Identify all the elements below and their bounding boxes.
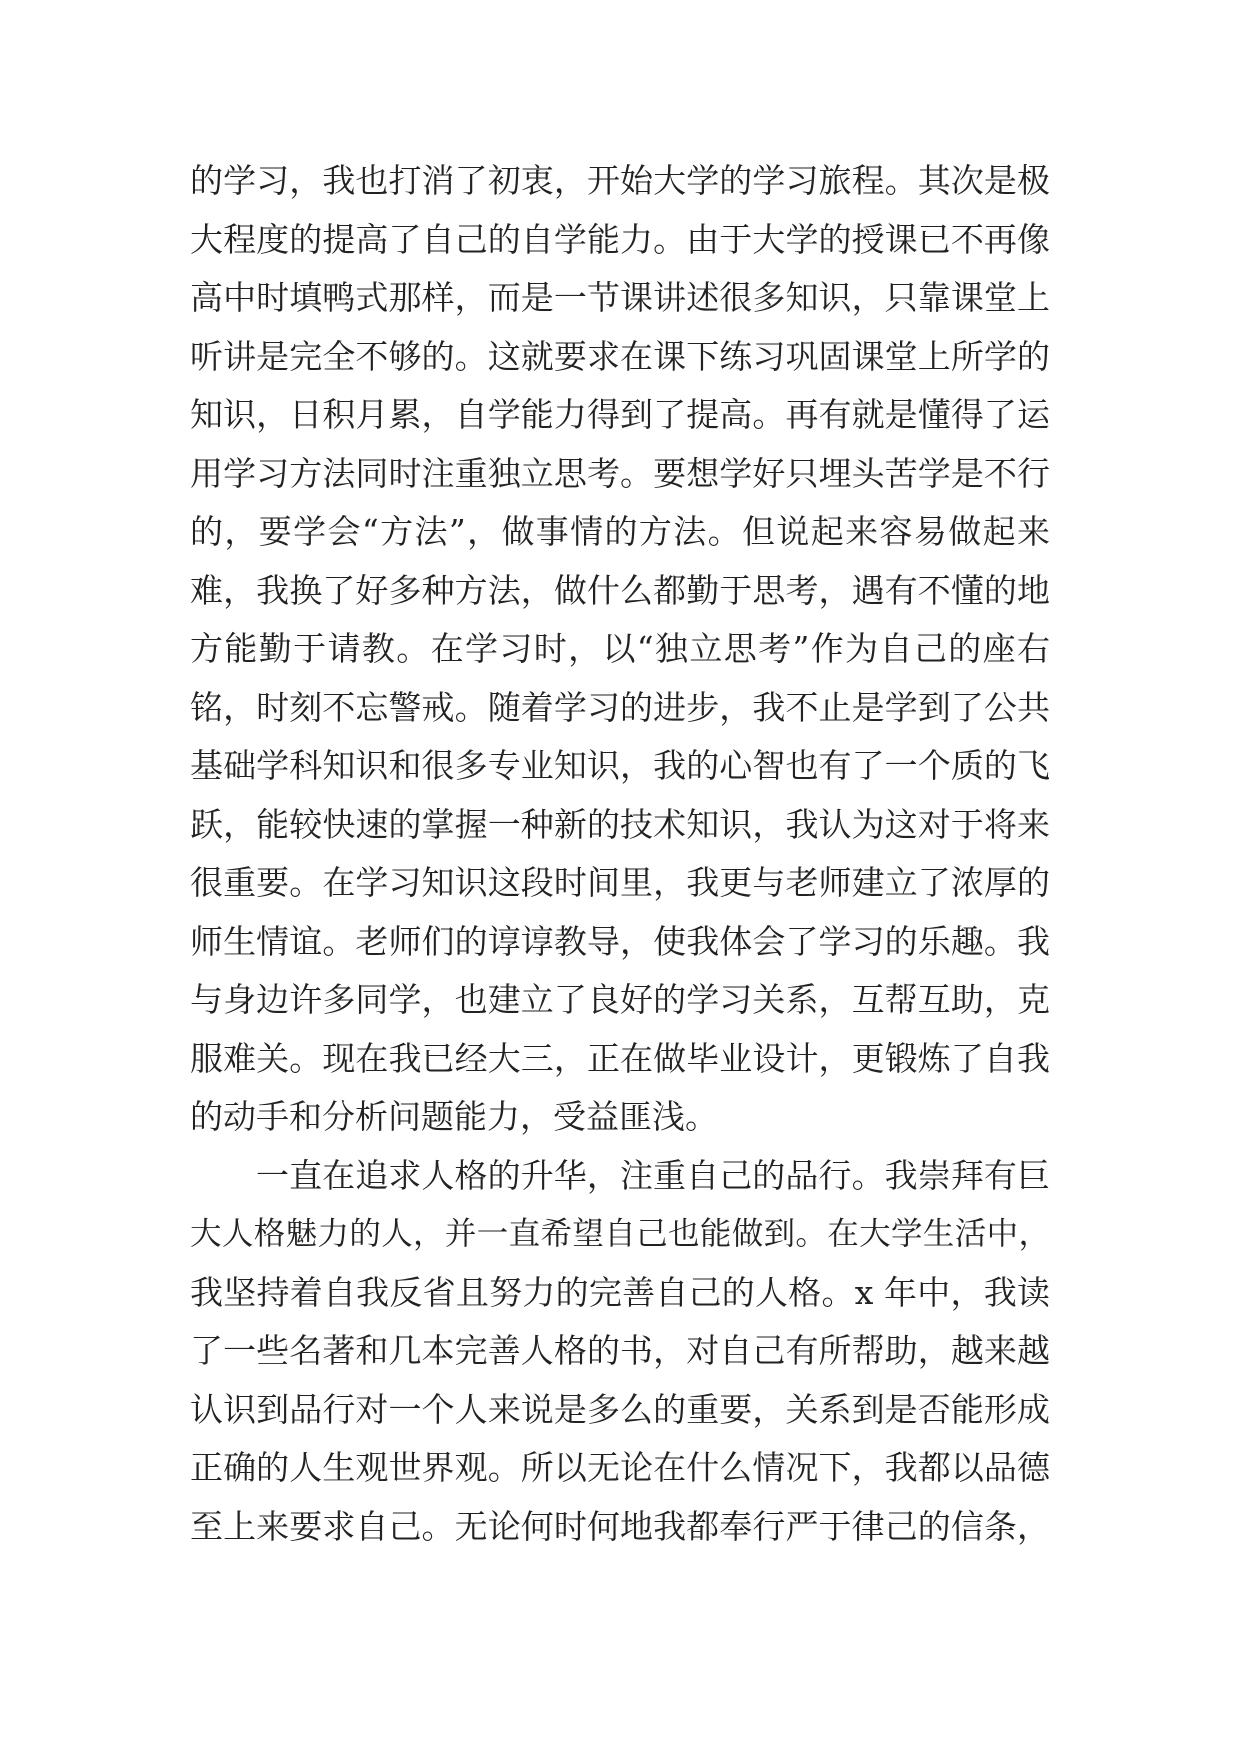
text-line: 听讲是完全不够的。这就要求在课下练习巩固课堂上所学的 bbox=[190, 336, 1050, 376]
text-line: 的学习，我也打消了初衷，开始大学的学习旅程。其次是极 bbox=[190, 161, 1050, 200]
text-line: 我坚持着自我反省且努力的完善自己的人格。x 年中，我读 bbox=[190, 1272, 1050, 1312]
text-line: 知识，日积月累，自学能力得到了提高。再有就是懂得了运 bbox=[190, 395, 1050, 434]
text-line: 的动手和分析问题能力，受益匪浅。 bbox=[190, 1097, 718, 1136]
body-text bbox=[190, 152, 1050, 1556]
text-line: 方能勤于请教。在学习时，以“独立思考”作为自己的座右 bbox=[190, 629, 1050, 668]
text-line: 与身边许多同学，也建立了良好的学习关系，互帮互助，克 bbox=[190, 980, 1050, 1019]
paragraph-2 bbox=[190, 1147, 1050, 1557]
text-line: 大人格魅力的人，并一直希望自己也能做到。在大学生活中， bbox=[190, 1216, 1050, 1252]
text-line: 的，要学会“方法”，做事情的方法。但说起来容易做起来 bbox=[190, 512, 1050, 551]
text-line: 了一些名著和几本完善人格的书，对自己有所帮助，越来越 bbox=[190, 1331, 1050, 1370]
text-line: 很重要。在学习知识这段时间里，我更与老师建立了浓厚的 bbox=[190, 863, 1050, 902]
text-line: 正确的人生观世界观。所以无论在什么情况下，我都以品德 bbox=[190, 1448, 1050, 1487]
text-line: 难，我换了好多种方法，做什么都勤于思考，遇有不懂的地 bbox=[190, 570, 1050, 610]
text-line: 用学习方法同时注重独立思考。要想学好只埋头苦学是不行 bbox=[190, 453, 1050, 493]
text-line: 跃，能较快速的掌握一种新的技术知识，我认为这对于将来 bbox=[190, 804, 1050, 844]
text-line: 服难关。现在我已经大三，正在做毕业设计，更锻炼了自我 bbox=[190, 1038, 1050, 1078]
text-line: 高中时填鸭式那样，而是一节课讲述很多知识，只靠课堂上 bbox=[190, 278, 1050, 317]
paragraph-1 bbox=[190, 152, 1050, 1147]
text-line: 一直在追求人格的升华，注重自己的品行。我崇拜有巨 bbox=[256, 1155, 1050, 1195]
text-line: 认识到品行对一个人来说是多么的重要，关系到是否能形成 bbox=[190, 1389, 1050, 1429]
text-line: 至上来要求自己。无论何时何地我都奉行严于律己的信条， bbox=[190, 1506, 1050, 1546]
text-line: 大程度的提高了自己的自学能力。由于大学的授课已不再像 bbox=[190, 219, 1050, 259]
text-line: 师生情谊。老师们的谆谆教导，使我体会了学习的乐趣。我 bbox=[190, 921, 1050, 961]
text-line: 铭，时刻不忘警戒。随着学习的进步，我不止是学到了公共 bbox=[190, 687, 1050, 727]
text-line: 基础学科知识和很多专业知识，我的心智也有了一个质的飞 bbox=[190, 746, 1050, 785]
